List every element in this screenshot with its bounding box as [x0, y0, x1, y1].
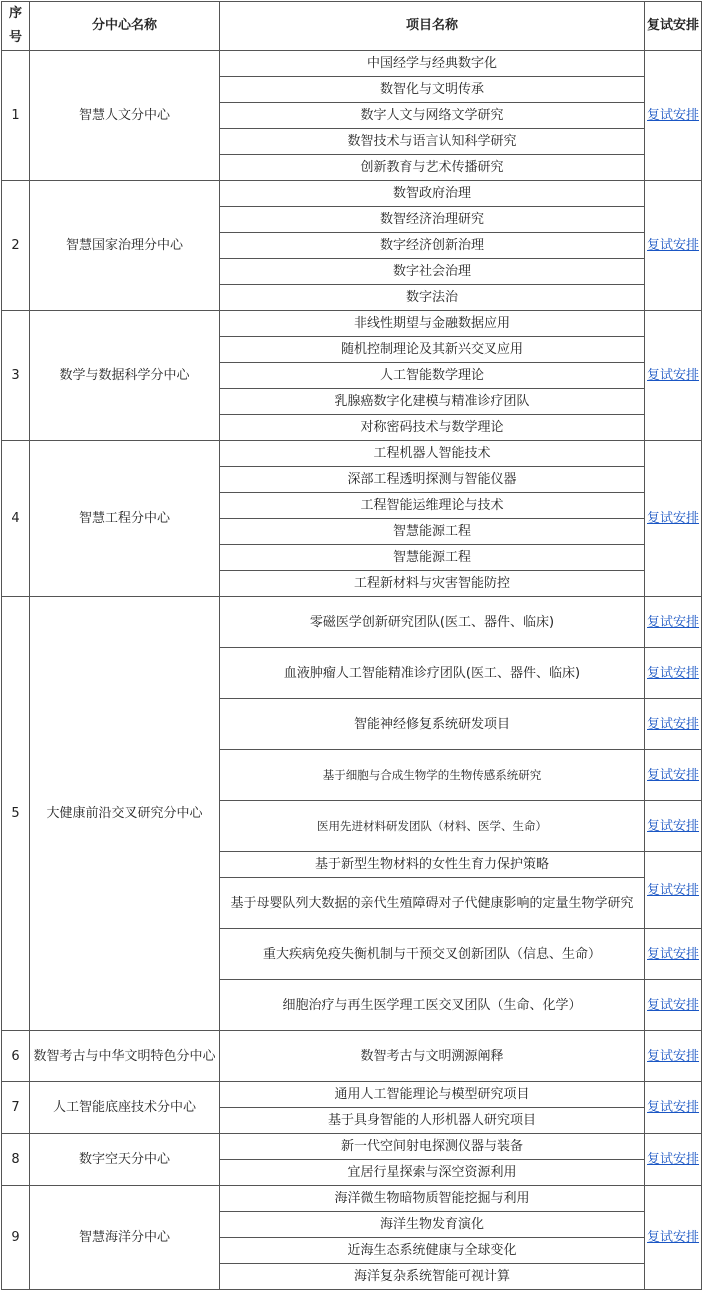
center-name: 智慧工程分中心 — [30, 441, 220, 597]
arrange-cell — [645, 699, 702, 750]
project-name: 数智技术与语言认知科学研究 — [220, 129, 645, 155]
row-seq: 7 — [2, 1082, 30, 1134]
arrange-link[interactable]: 复试安排 — [647, 1048, 700, 1064]
project-name: 深部工程透明探测与智能仪器 — [220, 467, 645, 493]
project-name: 重大疾病免疫失衡机制与干预交叉创新团队（信息、生命） — [220, 929, 645, 980]
row-seq: 4 — [2, 441, 30, 597]
center-name: 智慧人文分中心 — [30, 51, 220, 181]
arrange-cell — [645, 311, 702, 441]
arrange-cell — [645, 852, 702, 929]
arrange-link[interactable]: 复试安排 — [647, 997, 700, 1013]
arrange-cell — [645, 1082, 702, 1134]
arrange-cell — [645, 441, 702, 597]
project-name: 创新教育与艺术传播研究 — [220, 155, 645, 181]
row-seq: 9 — [2, 1186, 30, 1290]
table-body — [2, 51, 702, 1290]
header-row — [2, 2, 702, 51]
header-center: 分中心名称 — [30, 2, 220, 51]
program-table — [1, 1, 702, 1290]
arrange-cell — [645, 801, 702, 852]
arrange-cell — [645, 929, 702, 980]
arrange-cell — [645, 51, 702, 181]
arrange-link[interactable]: 复试安排 — [647, 238, 700, 253]
project-name: 数智化与文明传承 — [220, 77, 645, 103]
table-row — [2, 311, 702, 337]
arrange-link[interactable]: 复试安排 — [647, 511, 700, 526]
project-name: 海洋生物发育演化 — [220, 1212, 645, 1238]
row-seq: 8 — [2, 1134, 30, 1186]
center-name: 数字空天分中心 — [30, 1134, 220, 1186]
row-seq: 2 — [2, 181, 30, 311]
arrange-link[interactable]: 复试安排 — [647, 716, 700, 732]
arrange-link[interactable]: 复试安排 — [647, 368, 700, 383]
center-name: 智慧海洋分中心 — [30, 1186, 220, 1290]
project-name: 人工智能数学理论 — [220, 363, 645, 389]
arrange-cell — [645, 1186, 702, 1290]
header-seq: 序号 — [2, 2, 30, 51]
project-name: 通用人工智能理论与模型研究项目 — [220, 1082, 645, 1108]
project-name: 工程机器人智能技术 — [220, 441, 645, 467]
row-seq: 3 — [2, 311, 30, 441]
table-row — [2, 181, 702, 207]
project-name: 工程智能运维理论与技术 — [220, 493, 645, 519]
arrange-link[interactable]: 复试安排 — [647, 946, 700, 962]
project-name: 海洋微生物暗物质智能挖掘与利用 — [220, 1186, 645, 1212]
arrange-cell — [645, 1134, 702, 1186]
project-name: 医用先进材料研发团队（材料、医学、生命） — [220, 801, 645, 852]
arrange-cell — [645, 597, 702, 648]
arrange-cell — [645, 1031, 702, 1082]
row-seq: 5 — [2, 597, 30, 1031]
arrange-link[interactable]: 复试安排 — [647, 665, 700, 681]
table-row — [2, 441, 702, 467]
project-name: 智能神经修复系统研发项目 — [220, 699, 645, 750]
project-name: 数字经济创新治理 — [220, 233, 645, 259]
table-row — [2, 597, 702, 648]
arrange-link[interactable]: 复试安排 — [647, 882, 700, 898]
project-name: 零磁医学创新研究团队(医工、器件、临床) — [220, 597, 645, 648]
project-name: 智慧能源工程 — [220, 545, 645, 571]
project-name: 数字人文与网络文学研究 — [220, 103, 645, 129]
table-row — [2, 1186, 702, 1212]
project-name: 随机控制理论及其新兴交叉应用 — [220, 337, 645, 363]
project-name: 智慧能源工程 — [220, 519, 645, 545]
project-name: 基于新型生物材料的女性生育力保护策略 — [220, 852, 645, 878]
table-row — [2, 1134, 702, 1160]
center-name: 人工智能底座技术分中心 — [30, 1082, 220, 1134]
center-name: 数智考古与中华文明特色分中心 — [30, 1031, 220, 1082]
center-name: 智慧国家治理分中心 — [30, 181, 220, 311]
arrange-link[interactable]: 复试安排 — [647, 767, 700, 783]
arrange-link[interactable]: 复试安排 — [647, 1100, 700, 1115]
project-name: 对称密码技术与数学理论 — [220, 415, 645, 441]
row-seq: 1 — [2, 51, 30, 181]
row-seq: 6 — [2, 1031, 30, 1082]
project-name: 基于细胞与合成生物学的生物传感系统研究 — [220, 750, 645, 801]
project-name: 数智考古与文明溯源阐释 — [220, 1031, 645, 1082]
arrange-cell — [645, 750, 702, 801]
arrange-link[interactable]: 复试安排 — [647, 1230, 700, 1245]
center-name: 大健康前沿交叉研究分中心 — [30, 597, 220, 1031]
project-name: 乳腺癌数字化建模与精准诊疗团队 — [220, 389, 645, 415]
project-name: 血液肿瘤人工智能精准诊疗团队(医工、器件、临床) — [220, 648, 645, 699]
arrange-cell — [645, 181, 702, 311]
header-arrange: 复试安排 — [645, 2, 702, 51]
project-name: 基于具身智能的人形机器人研究项目 — [220, 1108, 645, 1134]
arrange-link[interactable]: 复试安排 — [647, 818, 700, 834]
table-row — [2, 1082, 702, 1108]
project-name: 近海生态系统健康与全球变化 — [220, 1238, 645, 1264]
arrange-link[interactable]: 复试安排 — [647, 1152, 700, 1167]
project-name: 海洋复杂系统智能可视计算 — [220, 1264, 645, 1290]
arrange-cell — [645, 648, 702, 699]
project-name: 数智经济治理研究 — [220, 207, 645, 233]
project-name: 宜居行星探索与深空资源利用 — [220, 1160, 645, 1186]
project-name: 数字法治 — [220, 285, 645, 311]
project-name: 数智政府治理 — [220, 181, 645, 207]
center-name: 数学与数据科学分中心 — [30, 311, 220, 441]
table-row — [2, 51, 702, 77]
arrange-link[interactable]: 复试安排 — [647, 614, 700, 630]
project-name: 数字社会治理 — [220, 259, 645, 285]
table-row — [2, 1031, 702, 1082]
project-name: 非线性期望与金融数据应用 — [220, 311, 645, 337]
project-name: 新一代空间射电探测仪器与装备 — [220, 1134, 645, 1160]
header-project: 项目名称 — [220, 2, 645, 51]
project-name: 中国经学与经典数字化 — [220, 51, 645, 77]
arrange-cell — [645, 980, 702, 1031]
project-name: 细胞治疗与再生医学理工医交叉团队（生命、化学） — [220, 980, 645, 1031]
project-name: 工程新材料与灾害智能防控 — [220, 571, 645, 597]
arrange-link[interactable]: 复试安排 — [647, 108, 700, 123]
project-name: 基于母婴队列大数据的亲代生殖障碍对子代健康影响的定量生物学研究 — [220, 878, 645, 929]
